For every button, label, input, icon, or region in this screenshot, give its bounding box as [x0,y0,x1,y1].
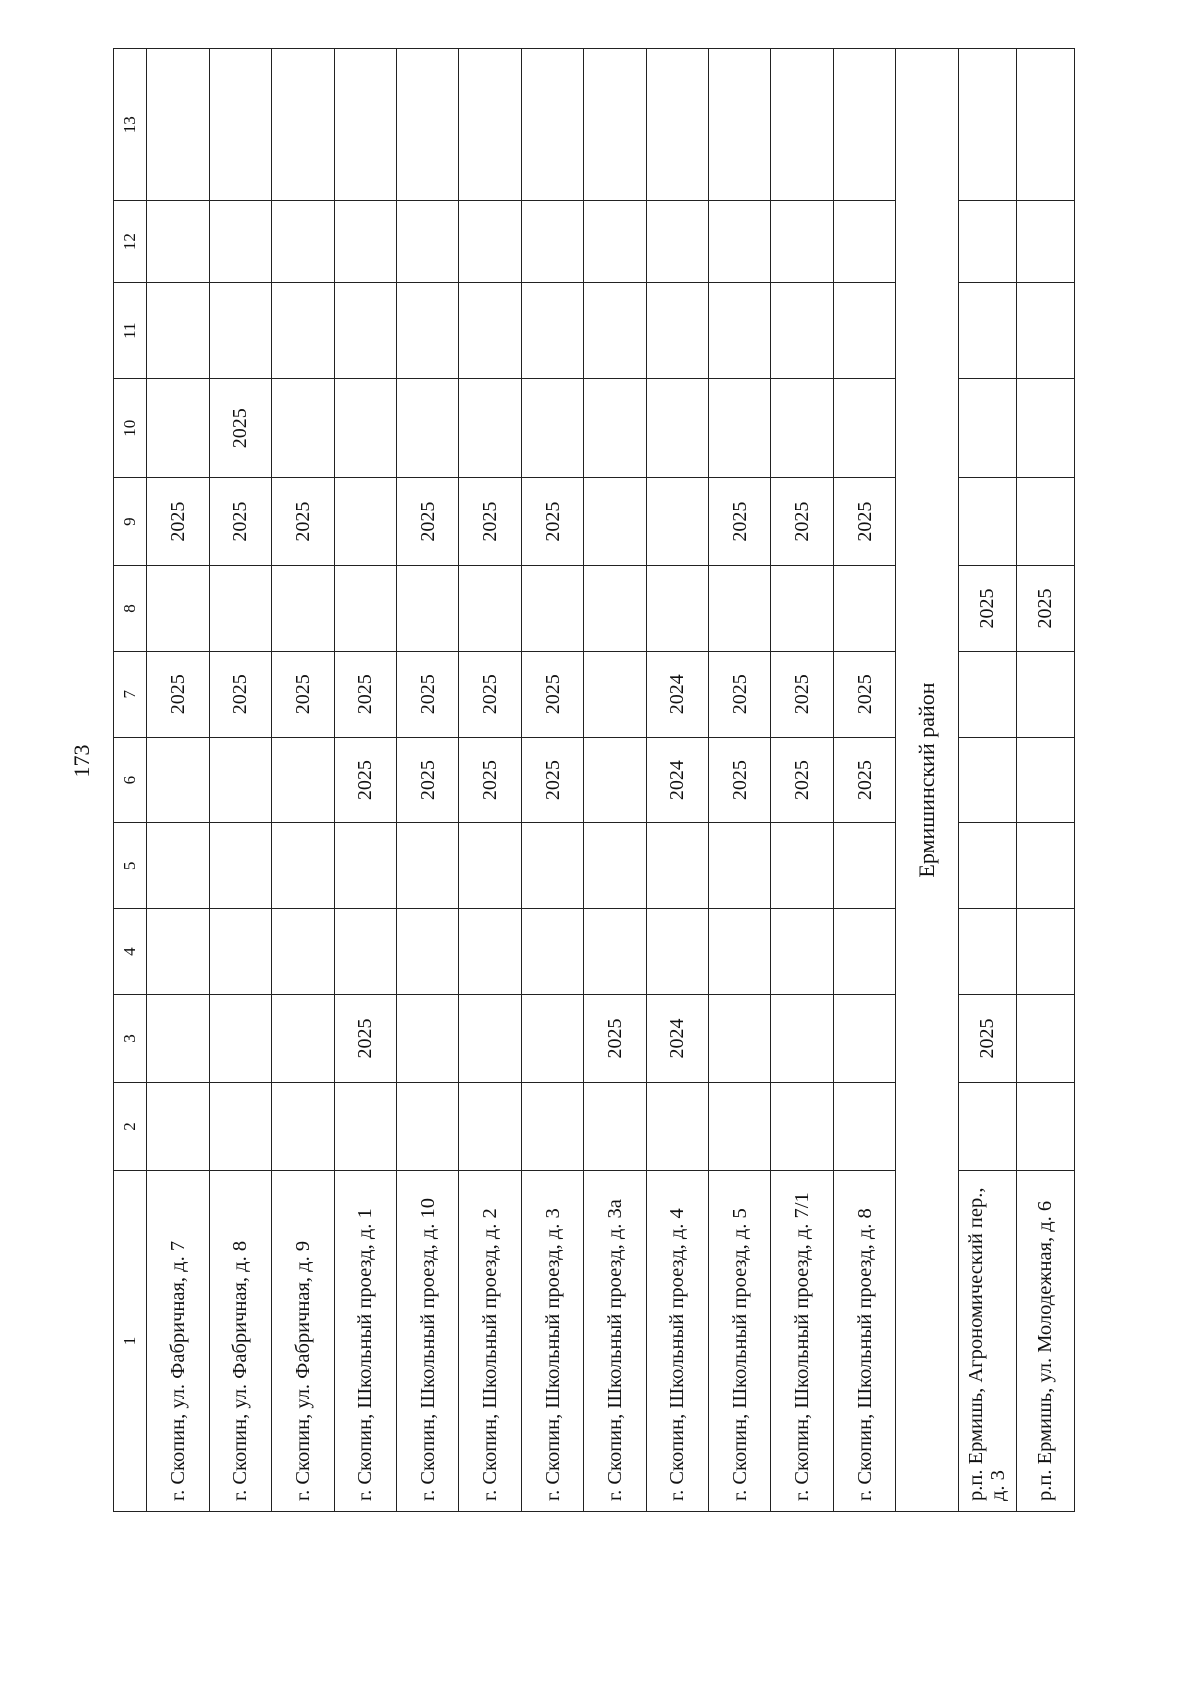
year-cell [709,201,771,283]
section-title: Ермишинский район [896,49,958,1512]
column-header: 6 [114,737,147,823]
year-cell [396,201,458,283]
year-cell [1016,1082,1074,1170]
year-cell [209,566,271,652]
year-cell: 2025 [833,651,895,737]
year-cell: 2025 [459,737,521,823]
year-cell [709,379,771,478]
year-cell [1016,737,1074,823]
address-cell: г. Скопин, ул. Фабричная, д. 9 [272,1170,334,1511]
register-table [113,48,1075,1512]
year-cell [459,909,521,995]
year-cell [147,823,209,909]
year-cell [334,201,396,283]
year-cell [459,1082,521,1170]
year-cell [521,1082,583,1170]
year-cell [396,49,458,201]
year-cell [272,201,334,283]
year-cell [147,1082,209,1170]
year-cell [334,282,396,379]
year-cell [771,201,833,283]
year-cell [958,1082,1016,1170]
address-cell: г. Скопин, Школьный проезд, д. 5 [709,1170,771,1511]
year-cell [833,909,895,995]
year-cell [958,201,1016,283]
year-cell [833,379,895,478]
year-cell [709,1082,771,1170]
year-cell [584,282,646,379]
year-cell: 2025 [833,737,895,823]
year-cell [771,566,833,652]
section-row [896,49,958,1512]
year-cell: 2025 [209,379,271,478]
column-header: 4 [114,909,147,995]
year-cell [272,49,334,201]
year-cell [584,1082,646,1170]
address-cell: г. Скопин, Школьный проезд, д. 7/1 [771,1170,833,1511]
table-row [646,49,708,1512]
year-cell [147,909,209,995]
table-row [833,49,895,1512]
year-cell [646,566,708,652]
table-row [521,49,583,1512]
year-cell [1016,282,1074,379]
year-cell [272,282,334,379]
year-cell [958,49,1016,201]
year-cell [584,566,646,652]
table-row [334,49,396,1512]
year-cell [1016,823,1074,909]
address-cell: р.п. Ермишь, Агрономический пер., д. 3 [958,1170,1016,1511]
year-cell [584,823,646,909]
year-cell [209,49,271,201]
year-cell [521,995,583,1083]
column-header: 8 [114,566,147,652]
table-row [958,49,1016,1512]
column-header: 3 [114,995,147,1083]
year-cell: 2025 [272,478,334,566]
year-cell [521,379,583,478]
year-cell [958,282,1016,379]
year-cell [584,49,646,201]
year-cell [209,909,271,995]
year-cell: 2025 [209,478,271,566]
year-cell [209,1082,271,1170]
year-cell [1016,201,1074,283]
year-cell [147,201,209,283]
year-cell [272,737,334,823]
table-row [147,49,209,1512]
year-cell [958,909,1016,995]
year-cell [147,737,209,823]
column-header: 9 [114,478,147,566]
year-cell [1016,909,1074,995]
column-header: 13 [114,49,147,201]
year-cell [646,201,708,283]
year-cell [584,909,646,995]
year-cell: 2025 [709,651,771,737]
table-row [771,49,833,1512]
year-cell [396,995,458,1083]
year-cell [521,282,583,379]
year-cell: 2025 [459,651,521,737]
year-cell [1016,651,1074,737]
year-cell [771,909,833,995]
year-cell [1016,49,1074,201]
address-cell: г. Скопин, Школьный проезд, д. 3а [584,1170,646,1511]
year-cell: 2025 [958,566,1016,652]
year-cell [709,566,771,652]
year-cell [646,823,708,909]
year-cell: 2025 [771,651,833,737]
year-cell [646,49,708,201]
column-header: 2 [114,1082,147,1170]
year-cell [459,566,521,652]
year-cell [833,823,895,909]
year-cell: 2025 [334,995,396,1083]
year-cell [771,379,833,478]
year-cell [334,379,396,478]
year-cell [1016,379,1074,478]
column-header: 5 [114,823,147,909]
year-cell: 2025 [771,478,833,566]
year-cell [521,566,583,652]
year-cell [396,909,458,995]
year-cell [272,566,334,652]
year-cell: 2025 [209,651,271,737]
year-cell: 2025 [396,478,458,566]
address-cell: г. Скопин, Школьный проезд, д. 8 [833,1170,895,1511]
year-cell [833,1082,895,1170]
year-cell: 2025 [147,651,209,737]
year-cell [833,995,895,1083]
year-cell [646,379,708,478]
column-header: 1 [114,1170,147,1511]
year-cell [833,282,895,379]
year-cell: 2025 [521,478,583,566]
year-cell: 2025 [396,651,458,737]
year-cell: 2025 [396,737,458,823]
year-cell [147,282,209,379]
year-cell [584,478,646,566]
year-cell [459,49,521,201]
address-cell: г. Скопин, ул. Фабричная, д. 8 [209,1170,271,1511]
year-cell [584,651,646,737]
year-cell [646,909,708,995]
year-cell [709,995,771,1083]
address-cell: р.п. Ермишь, ул. Молодежная, д. 6 [1016,1170,1074,1511]
year-cell: 2025 [521,737,583,823]
year-cell: 2025 [147,478,209,566]
column-header: 11 [114,282,147,379]
year-cell [272,823,334,909]
address-cell: г. Скопин, ул. Фабричная, д. 7 [147,1170,209,1511]
year-cell: 2025 [584,995,646,1083]
year-cell [771,823,833,909]
year-cell: 2024 [646,995,708,1083]
year-cell [771,49,833,201]
rotated-table-container [113,48,1075,1512]
year-cell: 2025 [521,651,583,737]
year-cell [272,1082,334,1170]
year-cell [958,379,1016,478]
year-cell [147,49,209,201]
year-cell [459,379,521,478]
year-cell [209,823,271,909]
year-cell [521,823,583,909]
year-cell [833,566,895,652]
year-cell [147,566,209,652]
year-cell: 2025 [334,737,396,823]
year-cell: 2024 [646,737,708,823]
year-cell [958,737,1016,823]
table-row [459,49,521,1512]
table-body [114,49,1075,1512]
year-cell [272,379,334,478]
year-cell: 2025 [771,737,833,823]
year-cell [771,282,833,379]
table-row [1016,49,1074,1512]
year-cell [334,566,396,652]
year-cell: 2025 [459,478,521,566]
year-cell [833,201,895,283]
year-cell [334,478,396,566]
year-cell [958,651,1016,737]
year-cell [334,909,396,995]
year-cell [459,995,521,1083]
year-cell [584,201,646,283]
table-row [209,49,271,1512]
year-cell [833,49,895,201]
year-cell [1016,995,1074,1083]
year-cell: 2025 [958,995,1016,1083]
year-cell [459,201,521,283]
year-cell [396,1082,458,1170]
page-number: 173 [69,744,94,778]
year-cell [771,995,833,1083]
year-cell: 2025 [272,651,334,737]
year-cell [1016,478,1074,566]
year-cell [709,909,771,995]
year-cell [958,823,1016,909]
column-number-row [114,49,147,1512]
year-cell [459,823,521,909]
year-cell [646,1082,708,1170]
column-header: 12 [114,201,147,283]
year-cell [396,379,458,478]
table-row [584,49,646,1512]
year-cell [272,909,334,995]
year-cell [147,995,209,1083]
address-cell: г. Скопин, Школьный проезд, д. 2 [459,1170,521,1511]
year-cell [958,478,1016,566]
year-cell: 2025 [334,651,396,737]
year-cell [396,282,458,379]
year-cell [709,49,771,201]
year-cell [709,282,771,379]
year-cell [521,49,583,201]
year-cell [334,823,396,909]
address-cell: г. Скопин, Школьный проезд, д. 3 [521,1170,583,1511]
year-cell [209,201,271,283]
year-cell [209,282,271,379]
year-cell: 2025 [709,737,771,823]
year-cell [459,282,521,379]
year-cell: 2025 [833,478,895,566]
year-cell [272,995,334,1083]
year-cell [771,1082,833,1170]
year-cell [646,478,708,566]
address-cell: г. Скопин, Школьный проезд, д. 10 [396,1170,458,1511]
year-cell [396,823,458,909]
year-cell [584,737,646,823]
table-row [272,49,334,1512]
year-cell [396,566,458,652]
year-cell [709,823,771,909]
year-cell: 2025 [709,478,771,566]
table-row [396,49,458,1512]
year-cell [521,201,583,283]
year-cell [209,995,271,1083]
table-row [709,49,771,1512]
address-cell: г. Скопин, Школьный проезд, д. 4 [646,1170,708,1511]
year-cell [209,737,271,823]
column-header: 10 [114,379,147,478]
year-cell [334,1082,396,1170]
year-cell [584,379,646,478]
column-header: 7 [114,651,147,737]
year-cell [646,282,708,379]
year-cell [521,909,583,995]
address-cell: г. Скопин, Школьный проезд, д. 1 [334,1170,396,1511]
year-cell: 2025 [1016,566,1074,652]
year-cell [147,379,209,478]
year-cell [334,49,396,201]
year-cell: 2024 [646,651,708,737]
